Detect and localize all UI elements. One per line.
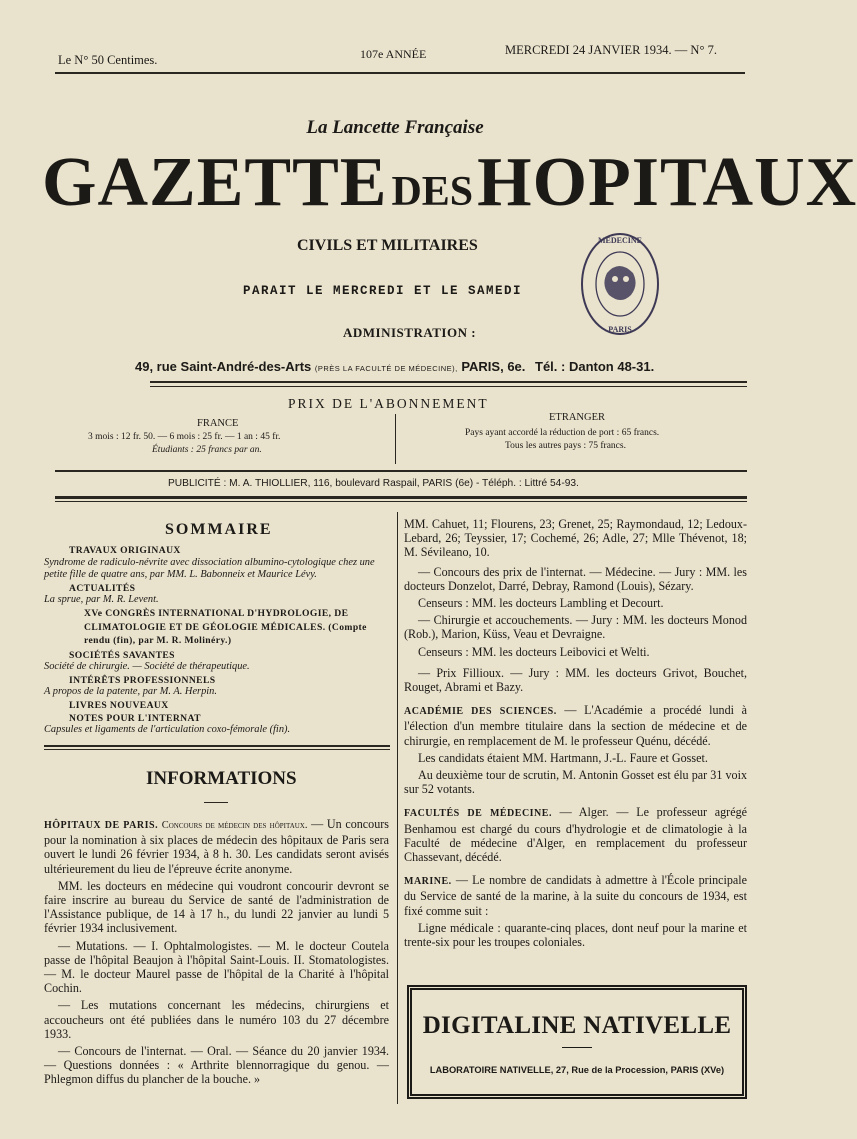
subscription-divider xyxy=(395,414,396,464)
informations-underline xyxy=(204,802,228,803)
info-paragraph: — Concours des prix de l'internat. — Médecine. — Jury : MM. les docteurs Donzelot, Darré, Debray, Ramond (Louis), Sézary. xyxy=(404,564,747,593)
civils-militaires: CIVILS ET MILITAIRES xyxy=(297,237,478,254)
issue-date: MERCREDI 24 JANVIER 1934. — N° 7. xyxy=(505,43,717,57)
sommaire-item[interactable]: Société de chirurgie. — Société de thérapeutique. xyxy=(44,660,250,672)
section-subhead: Concours de médecin des hôpitaux. xyxy=(161,820,308,831)
right-column xyxy=(404,517,747,952)
publicite-rule-bottom-2 xyxy=(55,501,747,502)
column-divider xyxy=(397,512,398,1104)
title-hopitaux: HOPITAUX xyxy=(477,144,857,221)
ad-divider xyxy=(562,1047,592,1048)
sommaire-heading[interactable]: LIVRES NOUVEAUX xyxy=(69,699,169,711)
sommaire-heading: INTÉRÊTS PROFESSIONNELS xyxy=(69,674,216,686)
address-near: (PRÈS LA FACULTÉ DE MÉDECINE), xyxy=(314,364,458,373)
publicite-line: PUBLICITÉ : M. A. THIOLLIER, 116, boulevard Raspail, PARIS (6e) - Téléph. : Littré 54-93. xyxy=(168,478,579,489)
info-paragraph: — Concours de l'internat. — Oral. — Séance du 20 janvier 1934. — Questions données : « Arthrite blennorragique du genou. — Phlegmon diffus du plancher de la bouche. » xyxy=(44,1044,389,1087)
sommaire-heading: ACTUALITÉS xyxy=(69,583,136,595)
address-line xyxy=(135,359,654,374)
info-paragraph: MM. les docteurs en médecine qui voudront concourir devront se faire inscrire au bureau du Service de santé de l'administration de l'Assistance publique, de 14 à 17 h., du lundi 22 janvier au lundi 5 février 1934 inclusivement. xyxy=(44,878,389,936)
info-paragraph: — Chirurgie et accouchements. — Jury : MM. les docteurs Monod (Rob.), Marion, Küss, Veau et Devraigne. xyxy=(404,613,747,642)
informations-title: INFORMATIONS xyxy=(146,768,297,789)
sommaire-list xyxy=(44,545,390,736)
advertisement[interactable] xyxy=(407,985,747,1099)
sommaire-heading[interactable]: XVe CONGRÈS INTERNATIONAL D'HYDROLOGIE, DE CLIMATOLOGIE ET DE GÉOLOGIE MÉDICALES. (Compte rendu (fin), par M. R. Molinéry.) xyxy=(84,608,367,647)
info-paragraph: Censeurs : MM. les docteurs Lambling et Decourt. xyxy=(418,596,664,611)
masthead-rule-2 xyxy=(150,386,747,387)
svg-text:PARIS: PARIS xyxy=(608,325,632,334)
france-rates: 3 mois : 12 fr. 50. — 6 mois : 25 fr. — 1 an : 45 fr. xyxy=(88,432,281,442)
sommaire-rule xyxy=(44,745,390,747)
informations-body xyxy=(44,817,389,1090)
sommaire-item[interactable]: Syndrome de radiculo-névrite avec dissociation albumino-cytologique chez une petite fille de quatre ans, par MM. L. Babonneix et Maurice Lévy. xyxy=(44,557,375,581)
sommaire-title: SOMMAIRE xyxy=(165,521,273,538)
section-head: ACADÉMIE DES SCIENCES. xyxy=(404,706,557,718)
address-city: PARIS, 6e. xyxy=(461,359,526,374)
ad-title: DIGITALINE NATIVELLE xyxy=(422,1012,732,1039)
info-paragraph: — Prix Fillioux. — Jury : MM. les docteurs Grivot, Bouchet, Rouget, Abrami et Bazy. xyxy=(404,665,747,695)
info-paragraph: — Les mutations concernant les médecins, chirurgiens et accoucheurs ont été publiées dans le numéro 103 du 27 décembre 1933. xyxy=(44,998,389,1041)
parait-line: PARAIT LE MERCREDI ET LE SAMEDI xyxy=(243,284,523,298)
info-paragraph: Au deuxième tour de scrutin, M. Antonin Gosset est élu par 31 voix sur 52 votants. xyxy=(404,768,747,797)
foreign-label: ETRANGER xyxy=(549,412,605,423)
publicite-rule-top xyxy=(55,470,747,472)
publicite-rule-bottom xyxy=(55,496,747,499)
sommaire-item[interactable]: Capsules et ligaments de l'articulation coxo-fémorale (fin). xyxy=(44,723,291,735)
info-paragraph: Censeurs : MM. les docteurs Leibovici et Welti. xyxy=(418,644,650,659)
address-street: 49, rue Saint-André-des-Arts xyxy=(135,359,312,374)
title-gazette: GAZETTE xyxy=(42,144,388,221)
masthead-rule-1 xyxy=(150,381,747,383)
info-paragraph: — Mutations. — I. Ophtalmologistes. — M. le docteur Coutela passe de l'hôpital Beaujon à l'hôpital Saint-Louis. II. Stomatologistes. — M. le docteur Maurel passe de l'hôpital de la Charité à l'hôpital Cochin. xyxy=(44,938,389,996)
subscription-title: PRIX DE L'ABONNEMENT xyxy=(288,396,489,411)
section-head: FACULTÉS DE MÉDECINE. xyxy=(404,808,552,820)
journal-title xyxy=(42,144,857,221)
subtitle-lancette: La Lancette Française xyxy=(306,117,484,138)
address-tel: Tél. : Danton 48-31. xyxy=(535,359,655,374)
svg-text:MÉDECINE: MÉDECINE xyxy=(597,236,643,245)
section-head: MARINE. xyxy=(404,876,452,888)
info-paragraph: — L'Académie a procédé lundi à l'élection d'un membre titulaire dans la section de médecine et de chirurgie, en remplacement de M. le professeur Quénu, décédé. xyxy=(404,703,748,748)
library-stamp-icon xyxy=(577,229,663,339)
foreign-other: Tous les autres pays : 75 francs. xyxy=(505,441,626,451)
info-paragraph: — Un concours pour la nomination à six places de médecin des hôpitaux de Paris sera ouvert le lundi 26 février 1934, à 8 h. 30. Les candidats seront avisés ultérieurement du lieu de l'épreuve écrite anonyme. xyxy=(44,817,389,876)
sommaire-rule-2 xyxy=(44,749,390,750)
sommaire-item[interactable]: La sprue, par M. R. Levent. xyxy=(44,594,159,606)
issue-year: 107e ANNÉE xyxy=(360,47,427,61)
info-paragraph: Ligne médicale : quarante-cinq places, dont neuf pour la marine et trente-six pour les troupes coloniales. xyxy=(404,920,747,950)
info-paragraph: MM. Cahuet, 11; Flourens, 23; Grenet, 25; Raymondaud, 12; Ledoux-Lebard, 26; Teyssier, 17; Cochemé, 26; Adle, 27; Mlle Thévenot, 18; M. Sévileano, 10. xyxy=(404,517,747,560)
info-paragraph: Les candidats étaient MM. Hartmann, J.-L. Faure et Gosset. xyxy=(418,750,708,765)
sommaire-heading: TRAVAUX ORIGINAUX xyxy=(69,545,181,556)
sommaire-item[interactable]: A propos de la patente, par M. A. Herpin. xyxy=(44,685,217,697)
ad-line: LABORATOIRE NATIVELLE, 27, Rue de la Procession, PARIS (XVe) xyxy=(429,1065,725,1075)
issue-price: Le N° 50 Centimes. xyxy=(58,53,158,67)
sommaire-heading: SOCIÉTÉS SAVANTES xyxy=(69,649,175,661)
foreign-reduced: Pays ayant accordé la réduction de port : 65 francs. xyxy=(465,428,660,438)
info-paragraph: — Le nombre de candidats à admettre à l'École principale du Service de santé de la marine, à la suite du concours de 1934, est fixé comme suit : xyxy=(404,873,747,918)
administration-label: ADMINISTRATION : xyxy=(343,325,477,340)
france-students: Étudiants : 25 francs par an. xyxy=(152,445,262,455)
section-head: HÔPITAUX DE PARIS. xyxy=(44,820,159,831)
top-rule xyxy=(55,72,745,74)
sommaire-heading: NOTES POUR L'INTERNAT xyxy=(69,712,201,724)
title-des: DES xyxy=(391,169,474,215)
france-label: FRANCE xyxy=(197,418,239,429)
info-paragraph: — Alger. — Le professeur agrégé Benhamou est chargé du cours d'hydrologie et de climatologie à la Faculté de médecine d'Alger, en remplacement du professeur Chassevant, décédé. xyxy=(404,805,747,865)
